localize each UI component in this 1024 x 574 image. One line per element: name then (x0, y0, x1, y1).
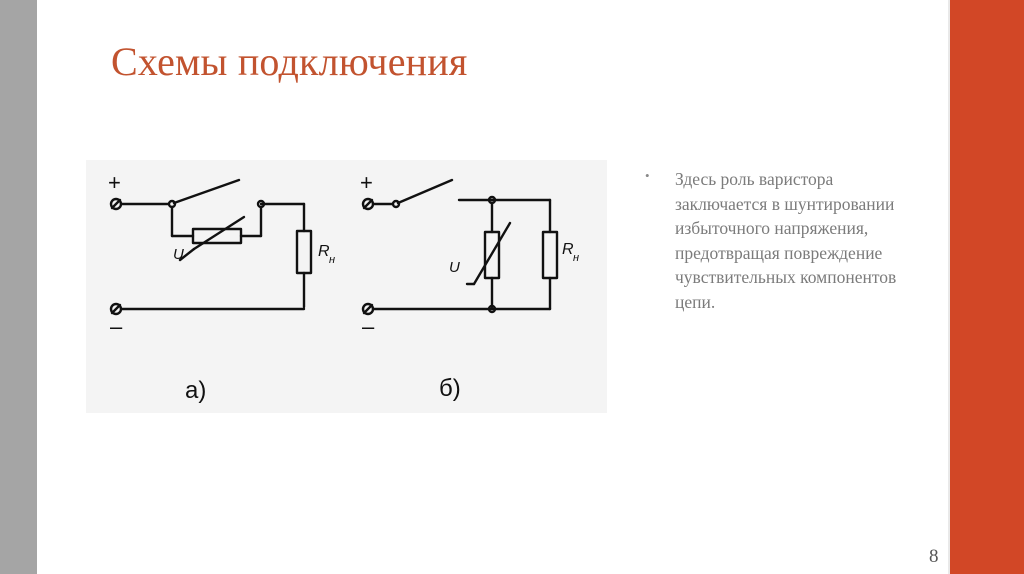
varistor-a (180, 217, 244, 260)
load-resistor-b (543, 232, 557, 278)
circuit-a-caption: а) (185, 377, 207, 404)
bullet-dot: • (645, 168, 650, 183)
circuit-a-plus: + (108, 170, 121, 195)
circuit-a-load-subscript: н (329, 254, 336, 266)
bullet-text: Здесь роль варистора заключается в шунтировании избыточного напряжения, предотвращая повреждение чувствительных компонентов цепи. (675, 169, 897, 312)
page-number: 8 (929, 546, 939, 567)
circuit-b-caption: б) (439, 375, 461, 402)
circuit-a-minus: – (110, 314, 123, 339)
left-decor-bar (0, 0, 37, 574)
circuit-b-plus: + (360, 170, 373, 195)
circuit-diagrams-svg (86, 160, 607, 413)
circuit-b-varistor-label: U (449, 259, 460, 276)
circuit-b-wires (363, 180, 550, 314)
varistor-b (467, 223, 510, 284)
slide-title: Схемы подключения (111, 39, 468, 84)
circuit-a-load-label: R (318, 243, 330, 260)
circuit-a-varistor-label: U (173, 246, 184, 263)
right-accent-bar (950, 0, 1024, 574)
bullet-item (645, 167, 915, 314)
circuit-b-load-subscript: н (573, 252, 580, 264)
bullet-list (645, 167, 915, 314)
circuit-b-load-label: R (562, 241, 574, 258)
load-resistor-a (297, 231, 311, 273)
circuit-b-minus: – (362, 314, 375, 339)
circuit-diagram-figure (86, 160, 607, 413)
circuit-a-wires (111, 180, 304, 314)
